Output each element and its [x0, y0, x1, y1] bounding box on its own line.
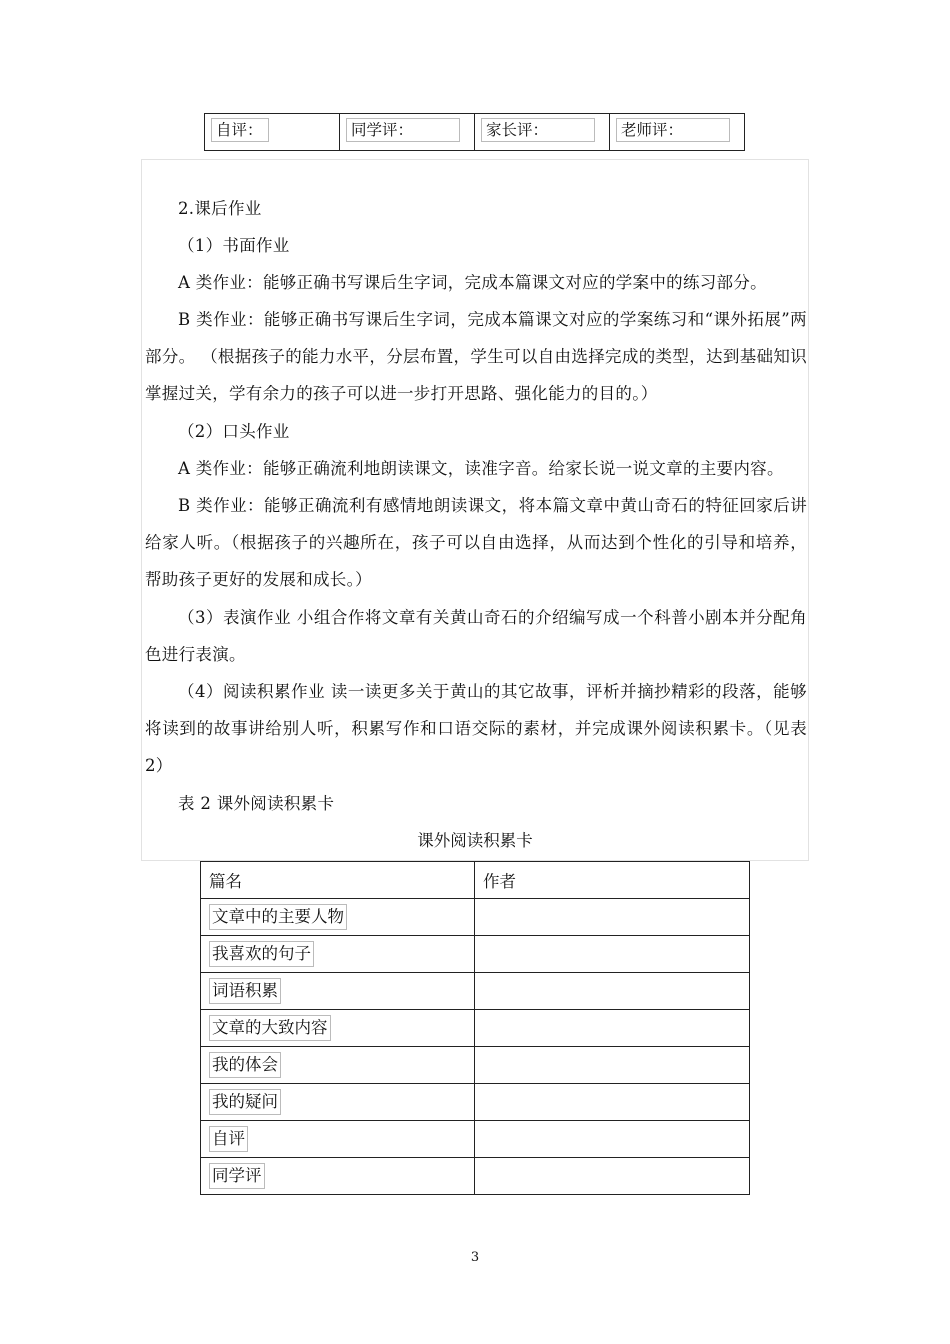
row-value-cell[interactable]	[475, 1084, 750, 1121]
eval-label-teacher: 老师评：	[616, 118, 730, 142]
row-label-vocabulary: 词语积累	[209, 978, 281, 1004]
eval-cell-parent	[475, 114, 610, 150]
table-row	[201, 899, 750, 936]
table-row	[201, 936, 750, 973]
table-row	[201, 1047, 750, 1084]
subheading-written-homework: （1）书面作业	[178, 236, 290, 255]
row-label-favorite-sentences: 我喜欢的句子	[209, 941, 314, 967]
row-value-cell[interactable]	[475, 1010, 750, 1047]
row-label-peer-eval: 同学评	[209, 1163, 265, 1189]
table-row	[201, 1158, 750, 1195]
performance-homework: （3）表演作业 小组合作将文章有关黄山奇石的介绍编写成一个科普小剧本并分配角色进行表演。	[145, 608, 807, 664]
evaluation-table	[204, 113, 745, 151]
table-row	[201, 1084, 750, 1121]
section-heading-homework: 2.课后作业	[178, 199, 262, 218]
row-value-cell[interactable]	[475, 899, 750, 936]
row-value-cell[interactable]	[475, 1047, 750, 1084]
reading-card-table	[200, 861, 750, 1195]
row-label-summary: 文章的大致内容	[209, 1015, 331, 1041]
row-label-reflection: 我的体会	[209, 1052, 281, 1078]
row-label-main-characters: 文章中的主要人物	[209, 904, 347, 930]
table-row	[201, 973, 750, 1010]
eval-label-classmate: 同学评：	[346, 118, 460, 142]
row-value-cell[interactable]	[475, 936, 750, 973]
row-label-questions: 我的疑问	[209, 1089, 281, 1115]
subheading-oral-homework: （2）口头作业	[178, 422, 290, 441]
reading-homework: （4）阅读积累作业 读一读更多关于黄山的其它故事，评析并摘抄精彩的段落，能够将读到的故事讲给别人听，积累写作和口语交际的素材，并完成课外阅读积累卡。（见表 2）	[145, 682, 807, 775]
table-row	[201, 1010, 750, 1047]
row-label-self-eval: 自评	[209, 1126, 248, 1152]
eval-cell-self	[205, 114, 340, 150]
table-header-row	[201, 862, 750, 899]
page-number: 3	[470, 1250, 480, 1265]
card-title: 课外阅读积累卡	[417, 831, 533, 850]
oral-homework-a: A 类作业：能够正确流利地朗读课文，读准字音。给家长说一说文章的主要内容。	[178, 459, 784, 478]
eval-label-parent: 家长评：	[481, 118, 595, 142]
row-value-cell[interactable]	[475, 1121, 750, 1158]
eval-cell-teacher	[610, 114, 744, 150]
header-author-cell: 作者	[475, 862, 750, 899]
eval-label-self: 自评：	[211, 118, 269, 142]
header-title-cell: 篇名	[201, 862, 475, 899]
written-homework-b: B 类作业：能够正确书写课后生字词，完成本篇课文对应的学案练习和“课外拓展”两部分。 （根据孩子的能力水平，分层布置，学生可以自由选择完成的类型，达到基础知识掌握过关，学有余力的孩子可以进一步打开思路、强化能力的目的。）	[145, 310, 807, 403]
table-caption: 表 2 课外阅读积累卡	[178, 794, 335, 813]
row-value-cell[interactable]	[475, 973, 750, 1010]
table-row	[201, 1121, 750, 1158]
written-homework-a: A 类作业：能够正确书写课后生字词，完成本篇课文对应的学案中的练习部分。	[178, 273, 767, 292]
oral-homework-b: B 类作业：能够正确流利有感情地朗读课文，将本篇文章中黄山奇石的特征回家后讲给家人听。（根据孩子的兴趣所在，孩子可以自由选择，从而达到个性化的引导和培养，帮助孩子更好的发展和成长。）	[145, 496, 807, 589]
row-value-cell[interactable]	[475, 1158, 750, 1195]
eval-cell-classmate	[340, 114, 475, 150]
